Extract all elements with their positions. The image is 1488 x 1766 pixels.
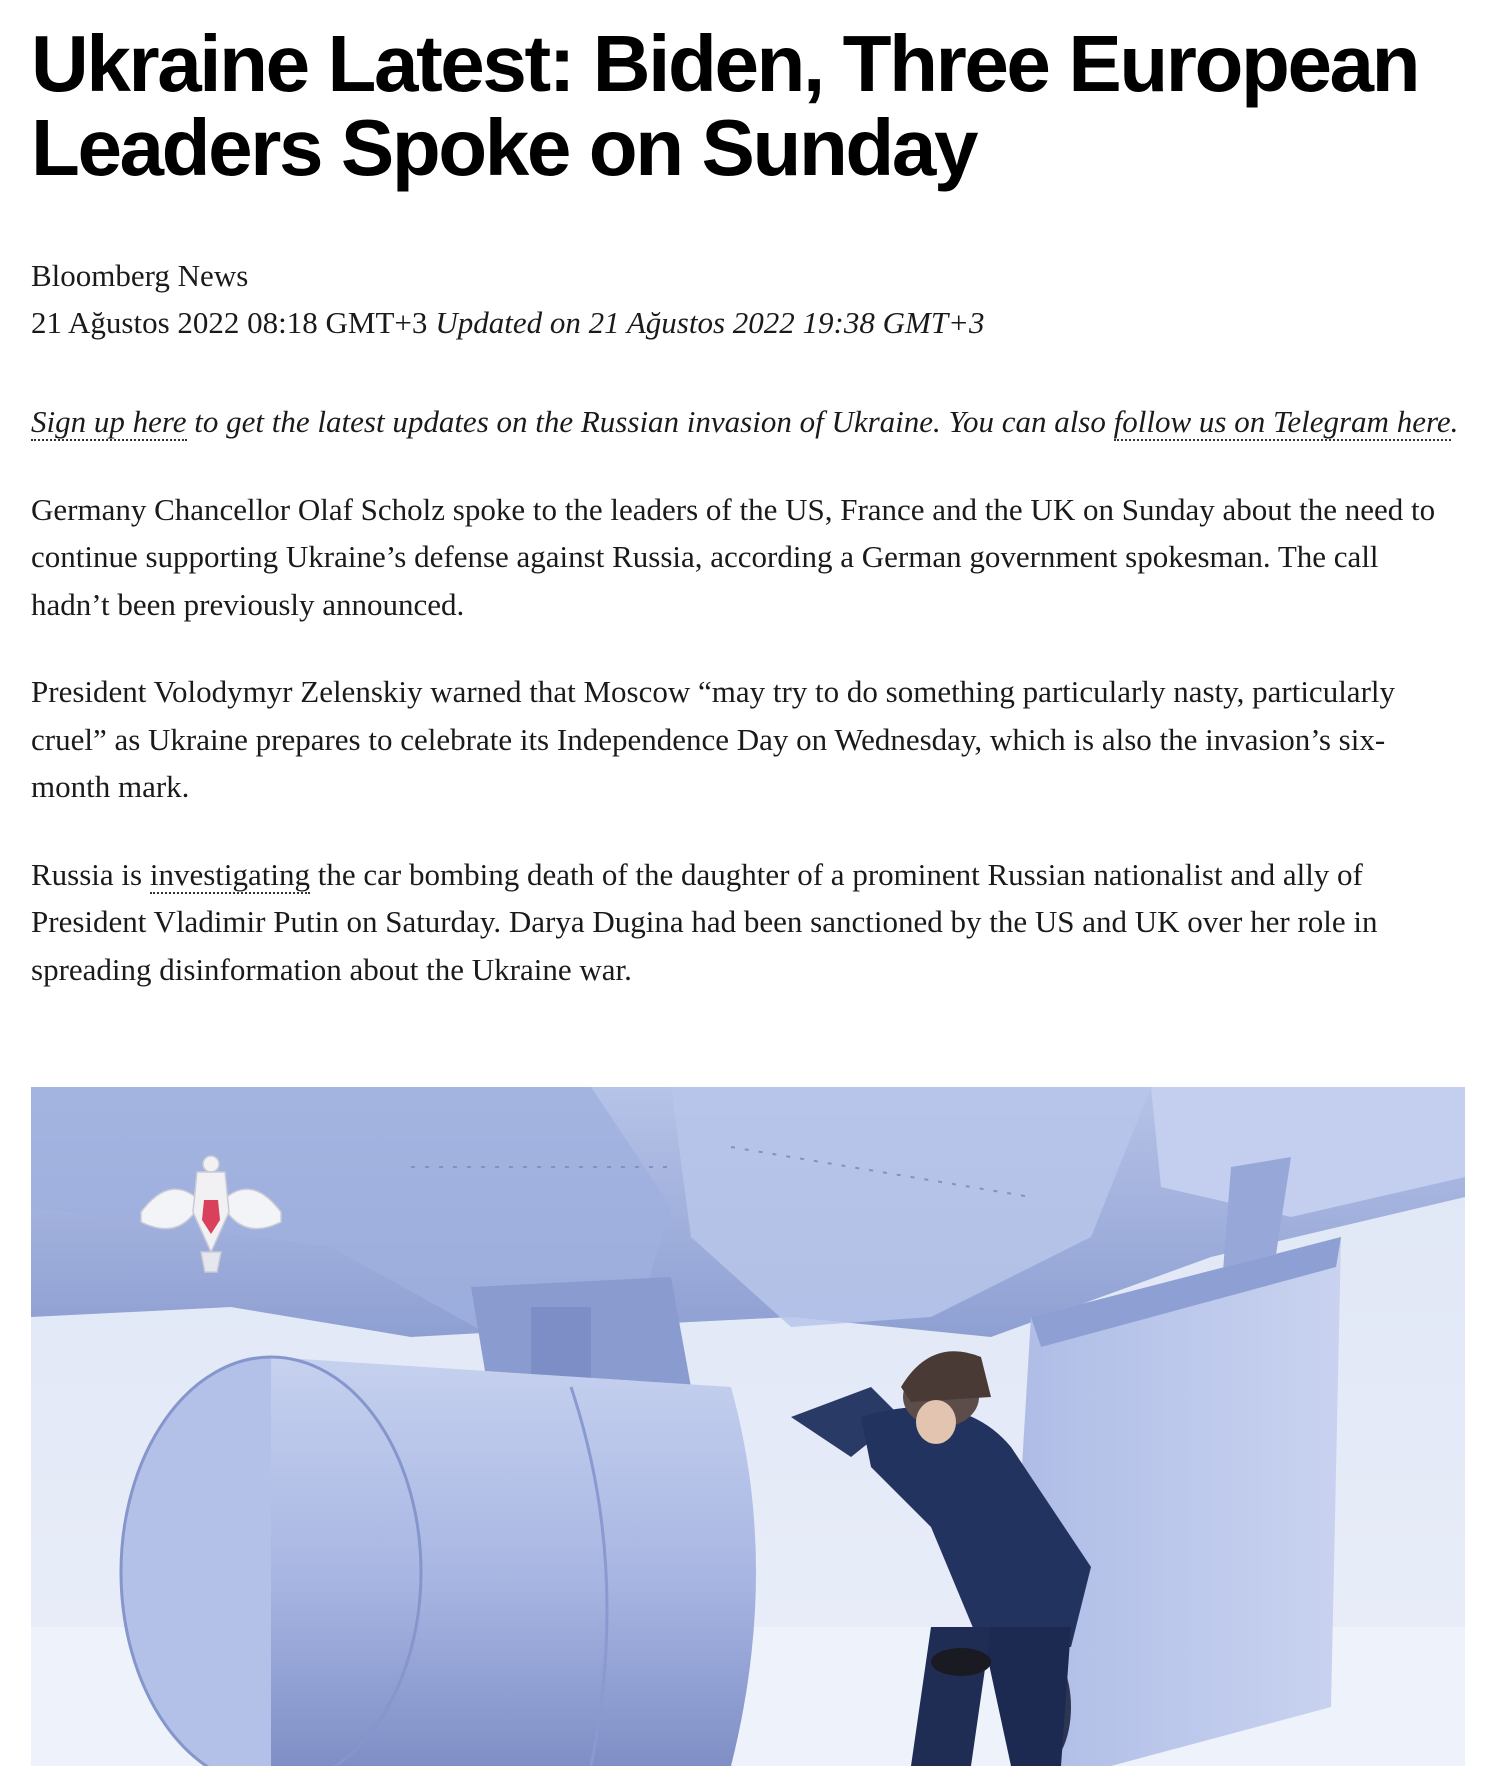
paragraph-zelenskiy: President Volodymyr Zelenskiy warned that Moscow “may try to do something particularly nasty, particularly cruel” as Ukraine prepares to celebrate its Independence Day on Wednesday, which is also the invasion’s six-month mark. — [31, 674, 1395, 804]
byline — [31, 252, 1461, 346]
sign-up-link[interactable]: Sign up here — [31, 404, 187, 439]
author: Bloomberg News — [31, 258, 249, 293]
telegram-link[interactable]: follow us on Telegram here — [1113, 404, 1451, 439]
published-time: 21 Ağustos 2022 08:18 GMT+3 — [31, 305, 428, 340]
promo-period: . — [1450, 404, 1459, 439]
photo-illustration — [31, 1087, 1465, 1766]
investigating-link[interactable]: investigating — [149, 856, 311, 892]
article — [31, 19, 1461, 993]
paragraph-scholz: Germany Chancellor Olaf Scholz spoke to the leaders of the US, France and the UK on Sunday about the need to continue supporting Ukraine’s defense against Russia, according a German government spokesman. The call hadn’t been previously announced. — [31, 491, 1436, 622]
paragraph-dugina — [31, 851, 1461, 994]
promo-text: to get the latest updates on the Russian invasion of Ukraine. You can also — [186, 404, 1114, 439]
lead-photo — [31, 1087, 1465, 1766]
timestamps — [31, 299, 1461, 346]
newsletter-promo — [31, 398, 1461, 446]
missile-body — [271, 1357, 756, 1766]
paragraph-text: the car bombing death of the daughter of a prominent Russian nationalist and ally of President Vladimir Putin on Saturday. Darya Dugina had been sanctioned by the US and UK over her role in spreading disinformation about the Ukraine war. — [31, 856, 1378, 987]
updated-time: Updated on 21 Ağustos 2022 19:38 GMT+3 — [435, 305, 985, 340]
paragraph-text: Russia is — [31, 856, 150, 892]
headline: Ukraine Latest: Biden, Three European Leaders Spoke on Sunday — [31, 19, 1419, 192]
